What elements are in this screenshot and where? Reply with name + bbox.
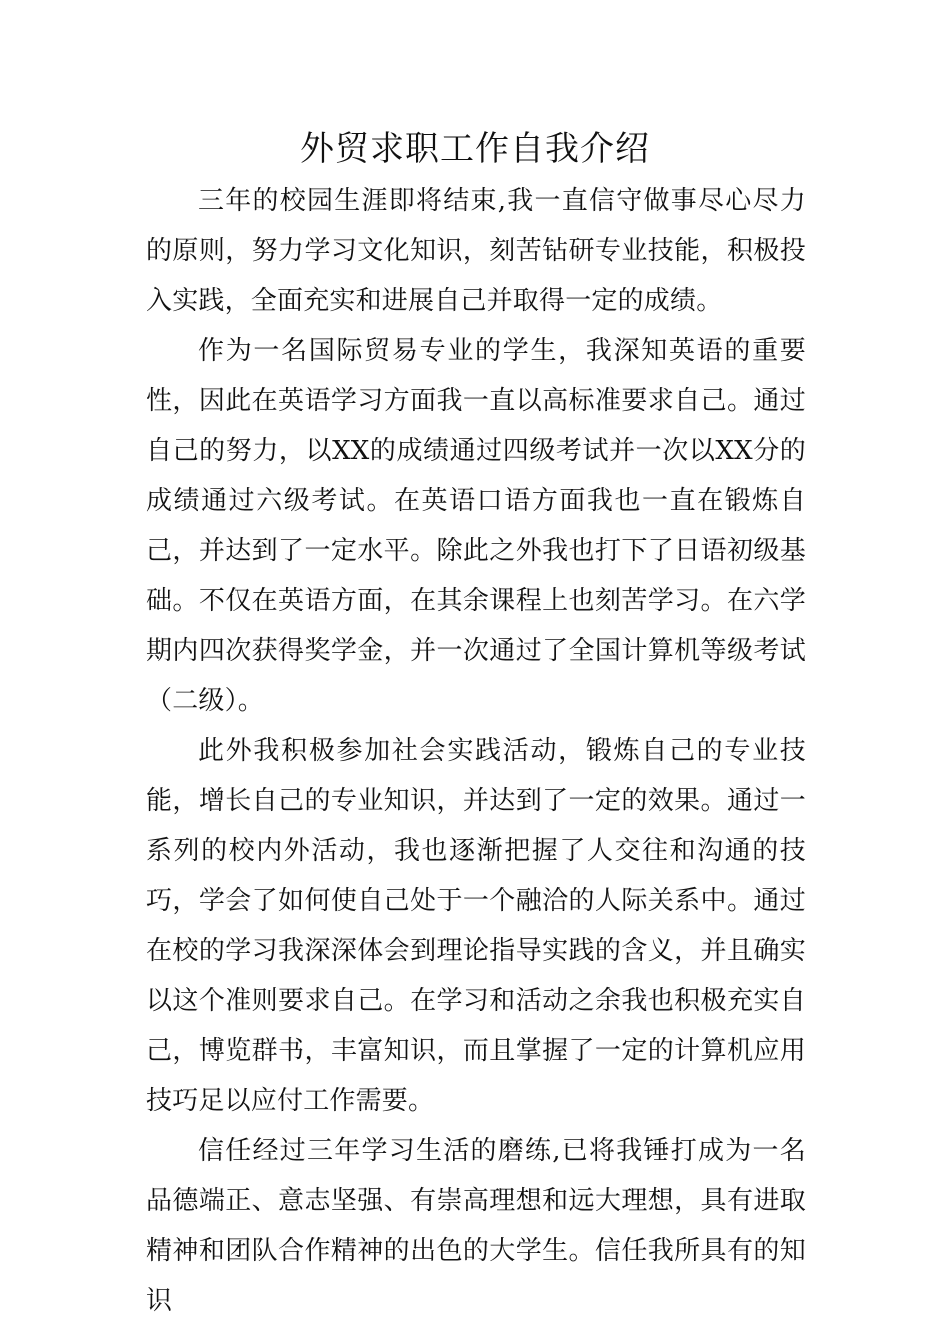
paragraph-conclusion: 信任经过三年学习生活的磨练,已将我锤打成为一名品德端正、意志坚强、有崇高理想和远大理想，具有进取精神和团队合作精神的出色的大学生。信任我所具有的知识 (146, 1136, 806, 1316)
document-title: 外贸求职工作自我介绍 (300, 129, 650, 169)
paragraph-intro: 三年的校园生涯即将结束,我一直信守做事尽心尽力的原则，努力学习文化知识，刻苦钻研专业技能，积极投入实践，全面充实和进展自己并取得一定的成绩。 (146, 186, 806, 316)
paragraph-english-study: 作为一名国际贸易专业的学生，我深知英语的重要性，因此在英语学习方面我一直以高标准要求自己。通过自己的努力，以XX的成绩通过四级考试并一次以XX分的成绩通过六级考试。在英语口语方面我也一直在锻炼自己，并达到了一定水平。除此之外我也打下了日语初级基础。不仅在英语方面，在其余课程上也刻苦学习。在六学期内四次获得奖学金，并一次通过了全国计算机等级考试（二级）。 (146, 336, 806, 716)
paragraph-social-practice: 此外我积极参加社会实践活动，锻炼自己的专业技能，增长自己的专业知识，并达到了一定的效果。通过一系列的校内外活动，我也逐渐把握了人交往和沟通的技巧，学会了如何使自己处于一个融洽的人际关系中。通过在校的学习我深深体会到理论指导实践的含义，并且确实以这个准则要求自己。在学习和活动之余我也积极充实自己，博览群书，丰富知识，而且掌握了一定的计算机应用技巧足以应付工作需要。 (146, 736, 806, 1116)
document-body (146, 176, 806, 1326)
